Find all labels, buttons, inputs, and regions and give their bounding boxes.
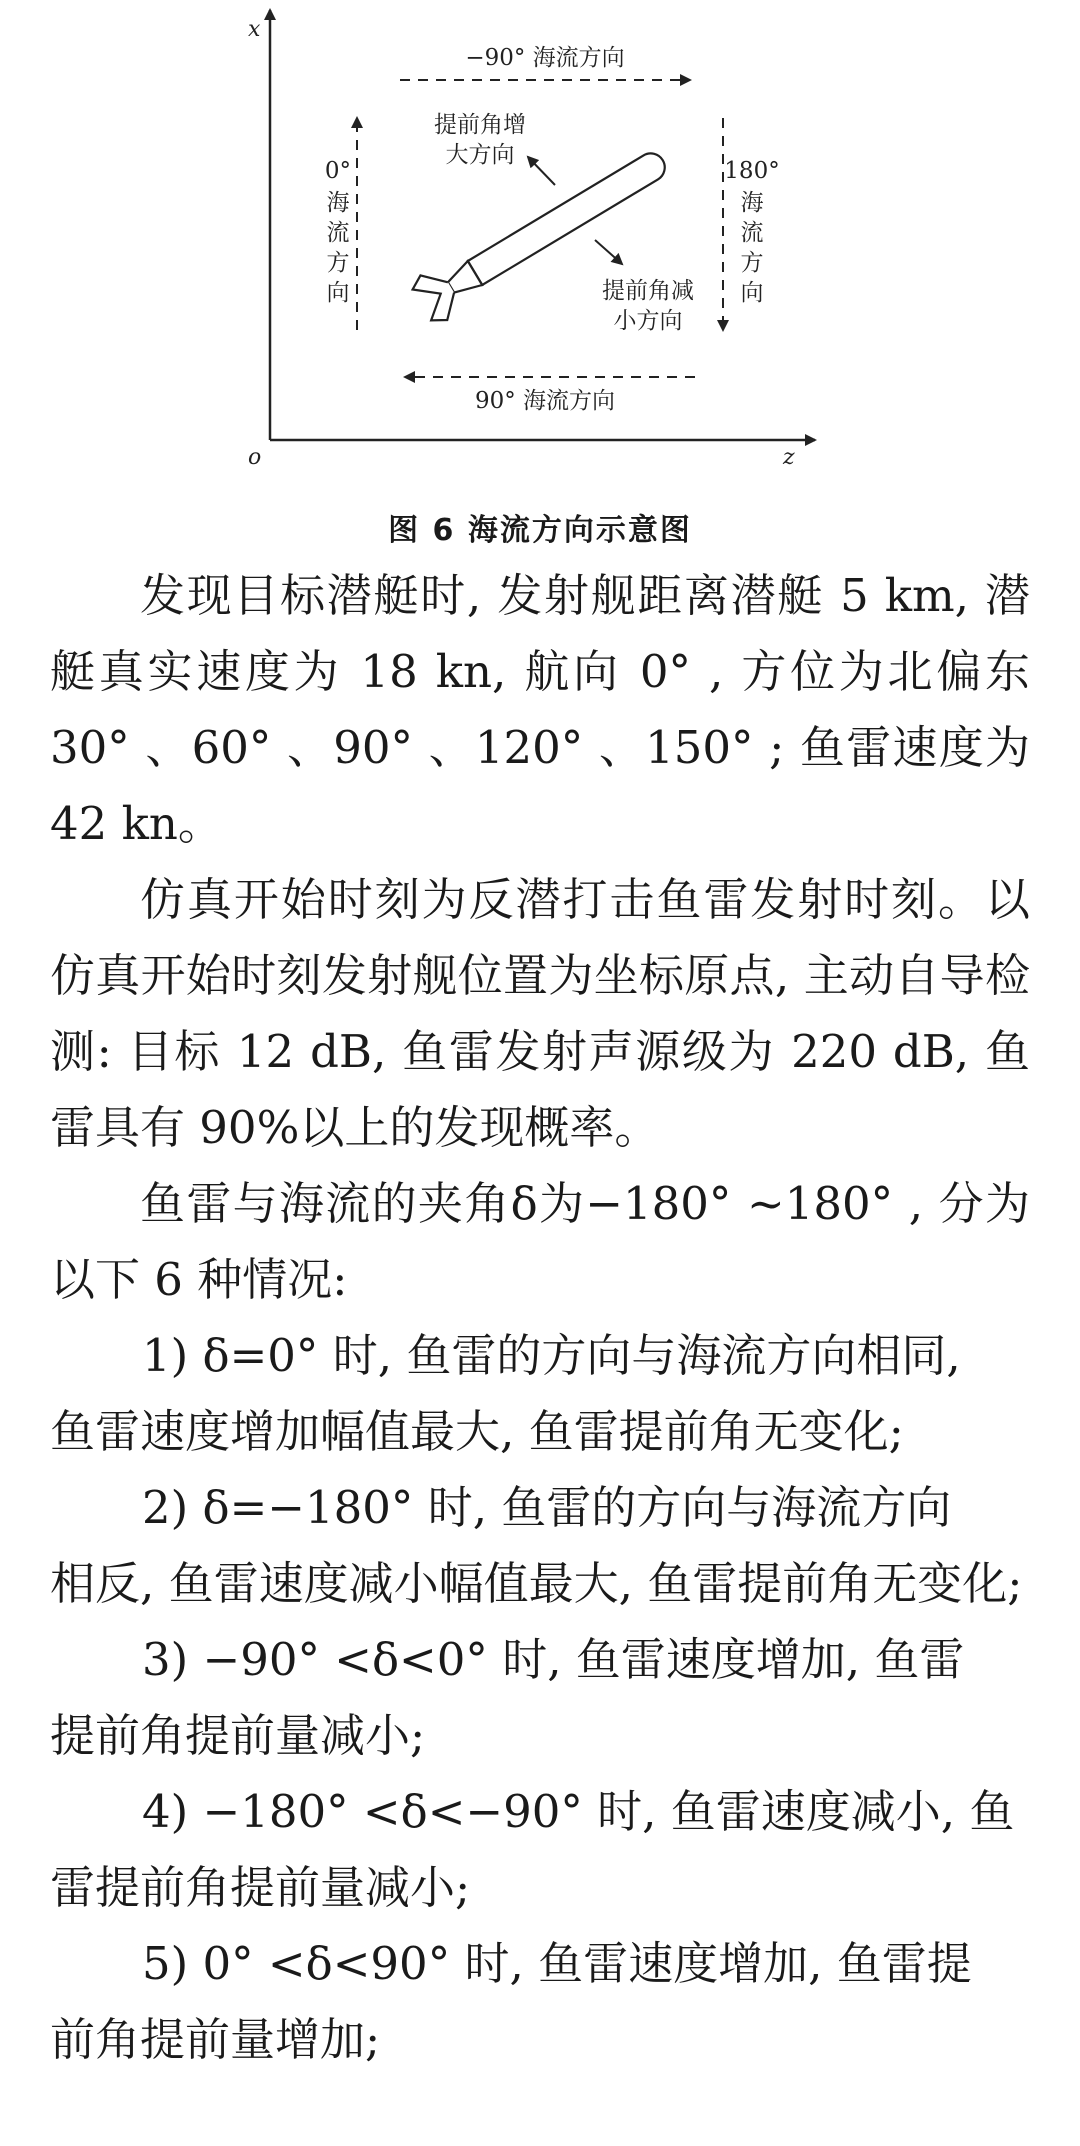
right_label-char: 流 [740,220,764,246]
right_label-char: 方 [740,250,764,276]
list-item [50,1926,1030,2078]
z-axis-label: z [783,445,795,470]
decrease-direction-arrow [595,240,622,264]
origin-label: o [248,445,262,470]
list-item-first-line: 3) −90° <δ<0° 时, 鱼雷速度增加, 鱼雷 [142,1633,965,1686]
left_label-char: 流 [326,220,350,246]
decrease-label-line2: 小方向 [613,308,683,334]
left-current-label-degree: 0° [324,158,352,184]
list-item-continuation: 相反, 鱼雷速度减小幅值最大, 鱼雷提前角无变化; [50,1557,1023,1610]
right_label-char: 向 [740,280,764,306]
body-text [50,558,1030,2078]
figure-caption: 图 6 海流方向示意图 [388,513,692,548]
list-item [50,1774,1030,1926]
list-item-continuation: 鱼雷速度增加幅值最大, 鱼雷提前角无变化; [50,1405,904,1458]
left_label-char: 方 [326,250,350,276]
list-item-continuation: 前角提前量增加; [50,2013,381,2066]
left-current-label [327,190,350,306]
x-axis-label: x [248,17,261,42]
list-item-first-line: 4) −180° <δ<−90° 时, 鱼雷速度减小, 鱼 [142,1785,1015,1838]
top-current-label: −90° 海流方向 [465,45,625,71]
list-item [50,1318,1030,1470]
increase-label-line1: 提前角增 [434,112,526,138]
decrease-label-line1: 提前角减 [602,278,694,304]
paragraph: 发现目标潜艇时, 发射舰距离潜艇 5 km, 潜艇真实速度为 18 kn, 航向 0° , 方位为北偏东 30° 、60° 、90° 、120° 、150° ; 鱼雷速度为 42 kn。 [50,569,1030,850]
list-item-continuation: 提前角提前量减小; [50,1709,426,1762]
paragraph: 仿真开始时刻为反潜打击鱼雷发射时刻。以仿真开始时刻发射舰位置为坐标原点, 主动自导检测: 目标 12 dB, 鱼雷发射声源级为 220 dB, 鱼雷具有 90%以上的发现概率。 [50,873,1030,1154]
left_label-char: 向 [326,280,350,306]
increase-label-line2: 大方向 [445,142,515,168]
list-item-first-line: 5) 0° <δ<90° 时, 鱼雷速度增加, 鱼雷提 [142,1937,972,1990]
list-item-continuation: 雷提前角提前量减小; [50,1861,471,1914]
bottom-current-label: 90° 海流方向 [474,388,616,414]
ocean-current-diagram [0,0,1080,500]
list-item [50,1622,1030,1774]
list-item-first-line: 2) δ=−180° 时, 鱼雷的方向与海流方向 [142,1481,952,1534]
list-item [50,1470,1030,1622]
left_label-char: 海 [326,190,350,216]
right-current-label-degree: 180° [724,158,780,184]
right_label-char: 海 [740,190,764,216]
right-current-label [741,190,764,306]
increase-direction-arrow [528,157,555,185]
paragraph: 鱼雷与海流的夹角δ为−180° ~180° , 分为以下 6 种情况: [50,1177,1030,1306]
list-item-first-line: 1) δ=0° 时, 鱼雷的方向与海流方向相同, [142,1329,961,1382]
